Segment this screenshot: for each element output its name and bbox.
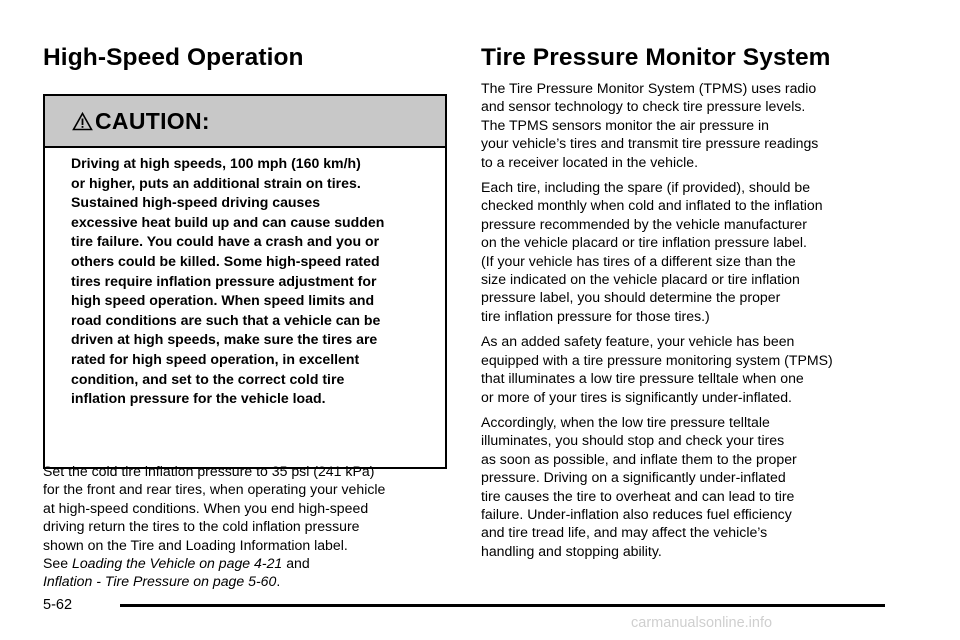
paragraph-line: driving return the tires to the cold inflation pressure (43, 518, 360, 535)
paragraph-line: that illuminates a low tire pressure telltale when one (481, 370, 804, 387)
paragraph-line: on the vehicle placard or tire inflation pressure label. (481, 234, 807, 251)
caution-line: inflation pressure for the vehicle load. (71, 390, 326, 407)
section-heading-high-speed: High-Speed Operation (43, 44, 304, 71)
caution-line: road conditions are such that a vehicle can be (71, 311, 381, 328)
paragraph-line: Accordingly, when the low tire pressure telltale (481, 413, 770, 430)
paragraph-line: as soon as possible, and inflate them to the proper (481, 450, 797, 467)
cross-reference-inflation[interactable]: Inflation - Tire Pressure on page 5-60 (43, 573, 277, 590)
paragraph-line: handling and stopping ability. (481, 542, 662, 559)
watermark: carmanualsonline.info (631, 615, 773, 631)
tpms-paragraph-4 (481, 413, 901, 560)
paragraph-line: and sensor technology to check tire pressure levels. (481, 98, 806, 115)
left-column (43, 42, 447, 590)
caution-line: high speed operation. When speed limits and (71, 292, 375, 309)
see-prefix: See (43, 555, 72, 572)
paragraph-line: The TPMS sensors monitor the air pressure in (481, 116, 769, 133)
paragraph-line: to a receiver located in the vehicle. (481, 153, 699, 170)
paragraph-line: equipped with a tire pressure monitoring system (TPMS) (481, 351, 833, 368)
paragraph-line: at high-speed conditions. When you end high-speed (43, 499, 369, 516)
caution-line: or higher, puts an additional strain on tires. (71, 174, 361, 191)
paragraph-line: for the front and rear tires, when operating your vehicle (43, 481, 386, 498)
paragraph-line: illuminates, you should stop and check your tires (481, 432, 785, 449)
caution-line: tires require inflation pressure adjustment for (71, 272, 377, 289)
paragraph-line: pressure recommended by the vehicle manufacturer (481, 215, 807, 232)
paragraph-line: your vehicle’s tires and transmit tire pressure readings (481, 135, 819, 152)
paragraph-line: The Tire Pressure Monitor System (TPMS) uses radio (481, 80, 817, 96)
paragraph-line: failure. Under-inflation also reduces fuel efficiency (481, 505, 792, 522)
paragraph-line: Each tire, including the spare (if provided), should be (481, 179, 811, 196)
paragraph-line: As an added safety feature, your vehicle has been (481, 333, 795, 350)
paragraph-line: tire inflation pressure for those tires.) (481, 307, 710, 324)
tpms-paragraph-3 (481, 332, 901, 406)
caution-box (43, 94, 447, 469)
caution-line: others could be killed. Some high-speed rated (71, 252, 380, 269)
paragraph-line: pressure. Driving on a significantly under-inflated (481, 469, 786, 486)
caution-line: tire failure. You could have a crash and you or (71, 233, 380, 250)
caution-line: rated for high speed operation, in excellent (71, 350, 360, 367)
paragraph-line: pressure label, you should determine the proper (481, 289, 781, 306)
paragraph-line: (If your vehicle has tires of a different size than the (481, 252, 796, 269)
paragraph-line: or more of your tires is significantly under-inflated. (481, 388, 792, 405)
caution-line: Driving at high speeds, 100 mph (160 km/h) (71, 155, 361, 171)
caution-triangle-icon (72, 112, 93, 131)
caution-line: Sustained high-speed driving causes (71, 194, 321, 211)
paragraph-line: shown on the Tire and Loading Information label. (43, 536, 348, 553)
paragraph-line: checked monthly when cold and inflated to the inflation (481, 197, 823, 214)
paragraph-line: and tire tread life, and may affect the vehicle’s (481, 524, 768, 541)
high-speed-paragraph (43, 462, 447, 598)
caution-header (45, 96, 445, 148)
caution-line: excessive heat build up and can cause sudden (71, 213, 385, 230)
and-word: and (282, 555, 310, 572)
caution-title: CAUTION: (95, 107, 210, 134)
right-column (481, 42, 901, 567)
section-heading-tpms: Tire Pressure Monitor System (481, 44, 831, 71)
paragraph-line: size indicated on the vehicle placard or tire inflation (481, 271, 800, 288)
paragraph-line: Set the cold tire inflation pressure to 35 psi (241 kPa) (43, 463, 375, 479)
footer-rule (120, 604, 885, 607)
paragraph-line: tire causes the tire to overheat and can lead to tire (481, 487, 795, 504)
tpms-paragraph-2 (481, 178, 901, 325)
sentence-period: . (276, 573, 281, 590)
page-number: 5-62 (43, 597, 73, 613)
caution-line: condition, and set to the correct cold tire (71, 370, 345, 387)
tpms-paragraph-1 (481, 79, 901, 171)
caution-text (45, 148, 445, 409)
cross-reference-loading[interactable]: Loading the Vehicle on page 4-21 (72, 555, 283, 572)
caution-line: driven at high speeds, make sure the tires are (71, 331, 378, 348)
